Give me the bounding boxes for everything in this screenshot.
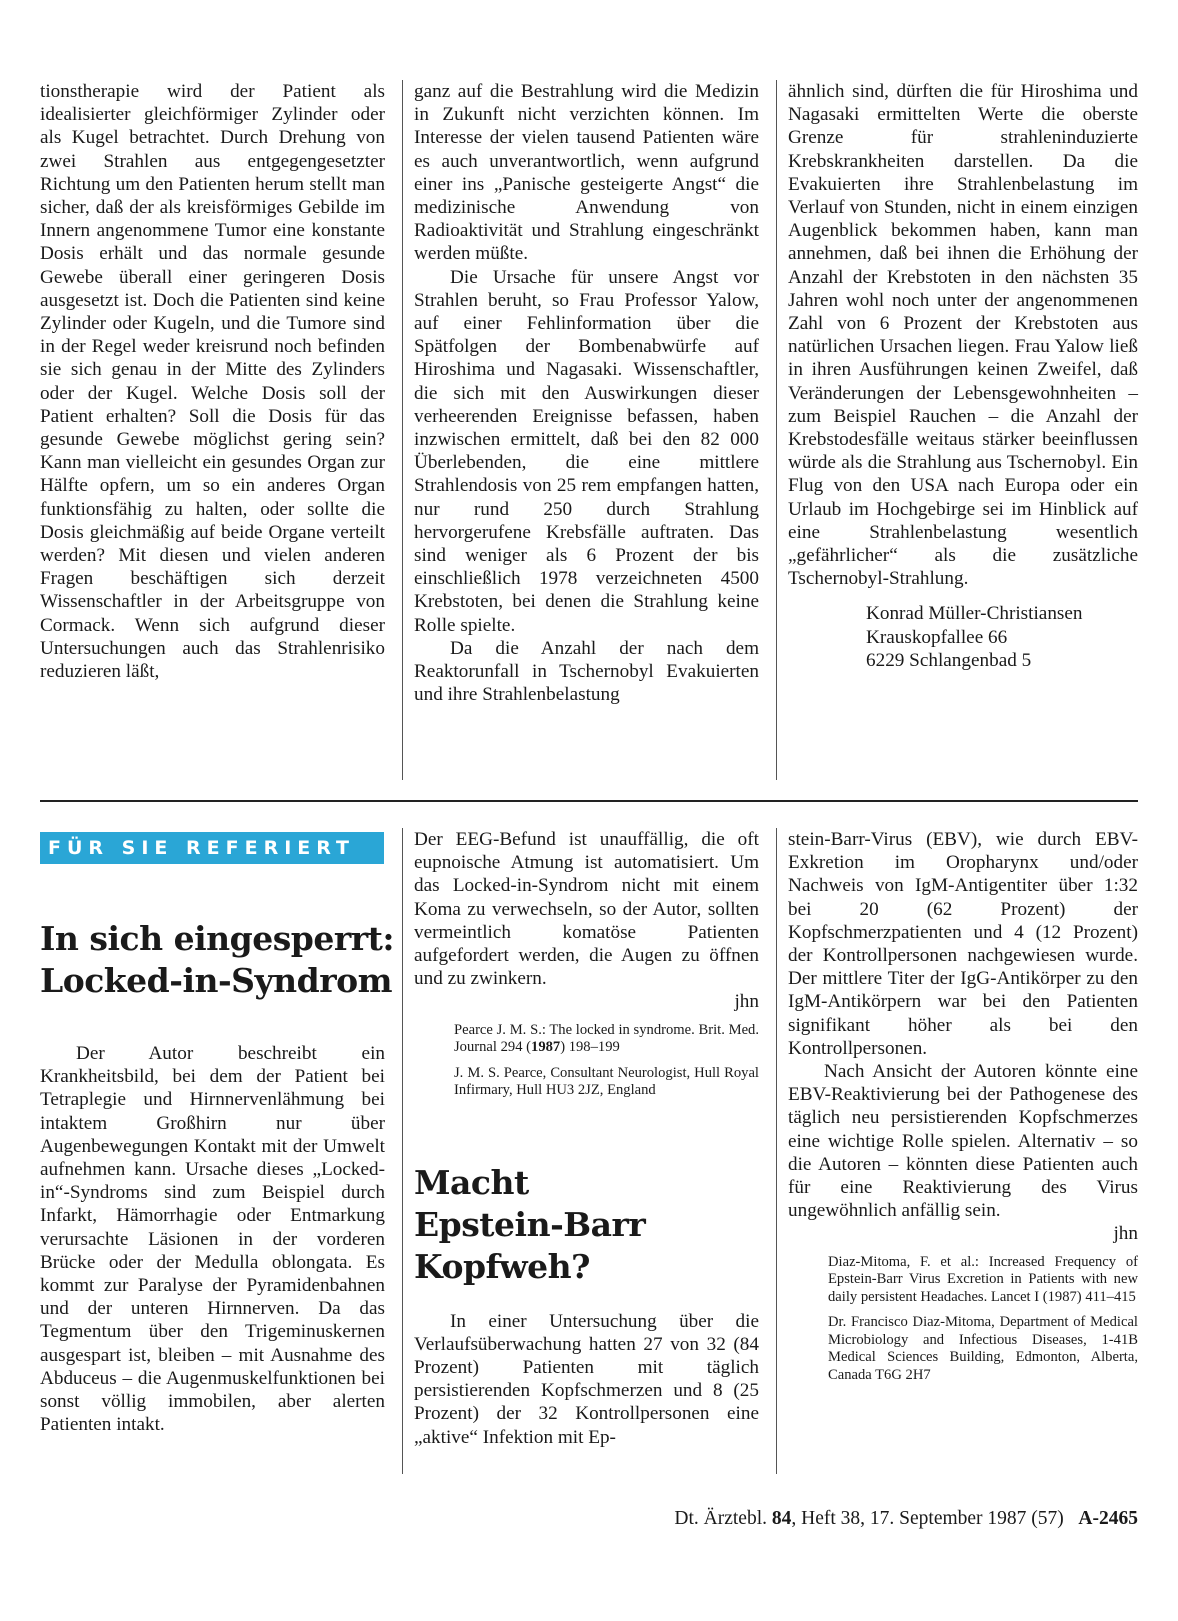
author-name: Konrad Müller-Christiansen xyxy=(866,603,1083,625)
section-divider xyxy=(40,800,1138,802)
author-street: Krauskopfallee 66 xyxy=(866,626,1008,648)
column-divider xyxy=(776,80,777,780)
column-divider xyxy=(402,80,403,780)
article-2-author-address: Dr. Francisco Diaz-Mitoma, Department of Medical Microbiology and Infectious Diseases, 1-41B Medical Sciences Building, Edmonton, Alberta, Canada T6G 2H7 xyxy=(828,1314,1138,1383)
top-column-3 xyxy=(788,80,1138,672)
bottom-column-2 xyxy=(414,828,759,1449)
article-1-headline xyxy=(40,918,400,1002)
section-rubric: FÜR SIE REFERIERT xyxy=(40,832,384,864)
article-1-signature: jhn xyxy=(734,991,759,1013)
journal-name: Dt. Ärztebl. xyxy=(674,1508,772,1529)
article-2-para-1: In einer Untersuchung über die Verlaufsüberwachung hatten 27 von 32 (84 Prozent) Patienten mit täglich persistierenden Kopfschmerzen und 8 (25 Prozent) der 32 Kontrollpersonen eine „aktive“ Infektion mit Ep- xyxy=(414,1310,759,1448)
page-number: A-2465 xyxy=(1078,1508,1138,1529)
top-col2-para-2: Die Ursache für unsere Angst vor Strahlen beruht, so Frau Professor Yalow, auf einer Fehlinformation über die Spätfolgen der Bombenabwürfe auf Hiroshima und Nagasaki. Wissenschaftler, die sich mit den Auswirkungen dieser verheerenden Ereignisse befassen, haben inzwischen ermittelt, daß bei den 82 000 Überlebenden, die eine mittlere Strahlendosis von 25 rem empfangen hatten, nur rund 250 durch Strahlung hervorgerufene Krebsfälle auftraten. Das sind weniger als 6 Prozent der bis einschließlich 1978 verzeichneten 4500 Krebstoten, bei denen die Strahlung keine Rolle spielte. xyxy=(414,266,759,636)
article-2-title-line-1: Macht xyxy=(414,1162,529,1202)
top-column-1 xyxy=(40,80,385,683)
article-1-continuation: Der EEG-Befund ist unauffällig, die oft eupnoische Atmung ist automatisiert. Um das Locked-in-Syndrom nicht mit einem Koma zu verwechseln, so der Autor, sollten vermeintlich komatöse Patienten aufgefordert werden, die Augen zu öffnen und zu zwinkern. xyxy=(414,829,759,990)
article-1-body xyxy=(40,1042,385,1436)
top-column-2 xyxy=(414,80,759,706)
page-footer xyxy=(674,1508,1138,1530)
column-divider xyxy=(776,828,777,1474)
top-col2-para-1: ganz auf die Bestrahlung wird die Medizin in Zukunft nicht verzichten können. Im Interesse der vielen tausend Patienten wäre es auch unverantwortlich, wenn aufgrund einer ins „Panische gesteigerte Angst“ die medizinische Anwendung von Radioaktivität und Strahlung eingeschränkt werden müßte. xyxy=(414,81,759,265)
article-1-title-line-2: Locked-in-Syndrom xyxy=(40,961,393,1000)
article-1-text: Der Autor beschreibt ein Krankheitsbild, bei dem der Patient bei Tetraplegie und Hirnnervenlähmung bei intaktem Großhirn nur über Augenbewegungen Kontakt mit der Umwelt aufnehmen kann. Ursache dieses „Locked-in“-Syndroms sind zum Beispiel durch Infarkt, Hämorrhagie oder Entmarkung verursachte Läsionen in der vorderen Brücke oder der Medulla oblongata. Es kommt zur Paralyse der Pyramidenbahnen und der unteren Hirnnerven. Da das Tegmentum über den Trigeminuskernen ausgespart ist, bleiben – mit Ausnahme des Abduceus – die Augenmuskelfunktionen bei sonst völlig immobilen, aber alerten Patienten intakt. xyxy=(40,1043,385,1436)
top-col2-para-3: Da die Anzahl der nach dem Reaktorunfall in Tschernobyl Evakuierten und ihre Strahlenbelastung xyxy=(414,637,759,706)
article-1-author-address: J. M. S. Pearce, Consultant Neurologist, Hull Royal Infirmary, Hull HU3 2JZ, England xyxy=(454,1064,759,1099)
article-2-title-line-3: Kopfweh? xyxy=(414,1246,590,1286)
article-2-title-line-2: Epstein-Barr xyxy=(414,1204,646,1244)
article-2-para-2: stein-Barr-Virus (EBV), wie durch EBV-Exkretion im Oropharynx und/oder Nachweis von IgM-Antigentiter über 1:32 bei 20 (62 Prozent) der Kopfschmerzpatienten und 4 (12 Prozent) der Kontrollpersonen nachgewiesen wurde. Der mittlere Titer der IgG-Antikörper zu den IgM-Antikörpern war bei den Patienten signifikant höher als bei den Kontrollpersonen. xyxy=(788,829,1138,1059)
article-2-reference: Diaz-Mitoma, F. et al.: Increased Frequency of Epstein-Barr Virus Excretion in Patients with new daily persistent Headaches. Lancet I (1987) 411–415 xyxy=(828,1253,1138,1305)
author-city: 6229 Schlangenbad 5 xyxy=(866,649,1032,671)
article-1-reference: Pearce J. M. S.: The locked in syndrome. Brit. Med. Journal 294 (1987) 198–199 xyxy=(454,1021,759,1056)
article-2-para-3: Nach Ansicht der Autoren könnte eine EBV-Reaktivierung bei der Pathogenese des täglich neu persistierenden Kopfschmerzes eine wichtige Rolle spielen. Alternativ – so die Autoren – könnten diese Patienten auch für eine Reaktivierung des Virus ungewöhnlich anfällig sein. xyxy=(788,1061,1138,1222)
top-col1-text: tionstherapie wird der Patient als idealisierter gleichförmiger Zylinder oder als Kugel betrachtet. Durch Drehung von zwei Strahlen aus entgegengesetzter Richtung um den Patienten herum stellt man sicher, daß der als kreisförmiges Gebilde im Innern angenommene Tumor eine konstante Dosis erhält und das normale gesunde Gewebe überall einer geringeren Dosis ausgesetzt ist. Doch die Patienten sind keine Zylinder oder Kugeln, und die Tumore sind in der Regel weder kreisrund noch befinden sie sich genau in der Mitte des Zylinders oder der Kugel. Welche Dosis soll der Patient erhalten? Soll die Dosis für das gesunde Gewebe möglichst gering sein? Kann man vielleicht ein gesundes Organ zur Hälfte opfern, um so ein anderes Organ funktionsfähig zu halten, oder sollte die Dosis gleichmäßig auf beide Organe verteilt werden? Mit diesen und vielen anderen Fragen beschäftigen sich derzeit Wissenschaftler in der Arbeitsgruppe von Cormack. Wenn sich aufgrund dieser Untersuchungen auch das Strahlenrisiko reduzieren läßt, xyxy=(40,81,385,683)
bottom-column-3 xyxy=(788,828,1138,1384)
top-col3-text: ähnlich sind, dürften die für Hiroshima und Nagasaki ermittelten Werte die oberste Grenze für strahleninduzierte Krebskrankheiten darstellen. Da die Evakuierten ihre Strahlenbelastung im Verlauf von Stunden, nicht in einem einzigen Augenblick bekommen haben, kann man annehmen, daß bei ihnen die Erhöhung der Anzahl der Krebstoten in den nächsten 35 Jahren wohl noch unter der angenommenen Zahl von 6 Prozent der Krebstoten aus natürlichen Ursachen liegen. Frau Yalow ließ in ihren Ausführungen keinen Zweifel, daß Veränderungen der Lebensgewohnheiten – zum Beispiel Rauchen – die Anzahl der Krebstodesfälle weitaus stärker beeinflussen würde als die Strahlung aus Tschernobyl. Ein Flug von den USA nach Europa oder ein Urlaub im Hochgebirge sei im Hinblick auf eine Strahlenbelastung wesentlich „gefährlicher“ als die zusätzliche Tschernobyl-Strahlung. xyxy=(788,81,1138,590)
journal-volume: 84 xyxy=(771,1508,792,1529)
article-2-signature: jhn xyxy=(1113,1223,1138,1245)
article-1-title-line-1: In sich eingesperrt: xyxy=(40,919,395,958)
column-divider xyxy=(402,828,403,1474)
issue-info: , Heft 38, 17. September 1987 (57) xyxy=(791,1508,1064,1529)
